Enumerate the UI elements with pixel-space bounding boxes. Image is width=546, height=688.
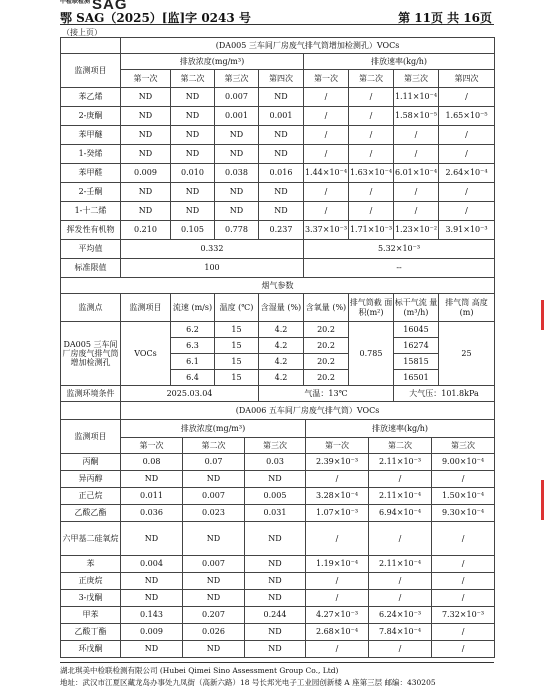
- row-label: 苯乙烯: [61, 88, 121, 107]
- table-cell: 2025.03.04: [121, 386, 259, 402]
- table-cell: ND: [215, 183, 259, 202]
- row-label: 3-戊酮: [61, 590, 121, 607]
- column-header: 排放浓度(mg/m³): [121, 54, 304, 70]
- table-cell: ND: [245, 471, 306, 488]
- table-cell: ND: [171, 202, 215, 221]
- table-cell: /: [432, 556, 495, 573]
- row-label: 2-庚酮: [61, 107, 121, 126]
- table-cell: 15: [215, 338, 259, 354]
- scan-mark: [541, 300, 544, 330]
- table-cell: 0.207: [183, 607, 245, 624]
- table-cell: ND: [121, 88, 171, 107]
- table-cell: 2.11×10⁻⁴: [369, 556, 432, 573]
- column-header: 排放速率(kg/h): [306, 420, 495, 438]
- table-cell: 0.778: [215, 221, 259, 240]
- table-row: [61, 556, 495, 573]
- continued-note: （接上页）: [62, 28, 102, 37]
- table-cell: ND: [121, 183, 171, 202]
- table-cell: 1.23×10⁻²: [394, 221, 439, 240]
- table-cell: 15: [215, 370, 259, 386]
- table-cell: /: [432, 471, 495, 488]
- table-cell: 0.031: [245, 505, 306, 522]
- table-cell: 0.010: [171, 164, 215, 183]
- table-cell: 4.2: [259, 338, 304, 354]
- table-cell: 0.08: [121, 454, 183, 471]
- table-cell: [61, 38, 121, 54]
- column-header: 排气筒截 面积(m²): [349, 294, 394, 322]
- table-cell: 7.32×10⁻³: [432, 607, 495, 624]
- footer-address: 地址：武汉市江夏区藏龙岛办事处九凤街（高新六路）18 号长邦光电子工业园创新楼 A 座第三层 邮编：430205: [60, 678, 436, 687]
- table-cell: 1.07×10⁻³: [306, 505, 369, 522]
- table-cell: /: [304, 126, 349, 145]
- table-cell: 1.58×10⁻⁵: [394, 107, 439, 126]
- report-number: 鄂 SAG（2025）[监]字 0243 号: [60, 11, 251, 25]
- table-row: [61, 505, 495, 522]
- row-label: 平均值: [61, 240, 121, 259]
- table-cell: /: [304, 107, 349, 126]
- table-cell: 2.64×10⁻⁴: [439, 164, 495, 183]
- table-cell: 6.24×10⁻³: [369, 607, 432, 624]
- table-title: (DA005 三车间厂房废气排气筒增加检测孔）VOCs: [121, 38, 495, 54]
- table-row: [61, 38, 495, 54]
- table-cell: ND: [215, 126, 259, 145]
- column-header: 第三次: [432, 438, 495, 454]
- table-row: [61, 221, 495, 240]
- table-cell: /: [432, 590, 495, 607]
- row-label: 六甲基二硅氧烷: [61, 522, 121, 556]
- table-row: [61, 322, 495, 338]
- table-cell: [61, 402, 121, 420]
- column-header: 含氧量 (%): [304, 294, 349, 322]
- table-cell: 2.68×10⁻⁴: [306, 624, 369, 641]
- column-header: 监测项目: [121, 294, 171, 322]
- column-header: 第二次: [171, 70, 215, 88]
- table-cell: 0.332: [121, 240, 304, 259]
- column-header: 标干气流 量(m³/h): [394, 294, 439, 322]
- table-cell: /: [369, 471, 432, 488]
- table-cell: ND: [121, 202, 171, 221]
- table-cell: 0.237: [259, 221, 304, 240]
- row-label: 监测环境条件: [61, 386, 121, 402]
- table-cell: ND: [171, 88, 215, 107]
- table-cell: ND: [183, 573, 245, 590]
- table-row: [61, 438, 495, 454]
- table-cell: /: [439, 126, 495, 145]
- table-cell: /: [349, 183, 394, 202]
- table-cell: /: [306, 590, 369, 607]
- column-header: 排气筒 高度(m): [439, 294, 495, 322]
- table-cell: 0.03: [245, 454, 306, 471]
- table-cell: /: [432, 641, 495, 658]
- table-cell: 0.016: [259, 164, 304, 183]
- table-cell: ND: [121, 522, 183, 556]
- table-row: [61, 386, 495, 402]
- table-cell: 0.011: [121, 488, 183, 505]
- table-cell: ND: [245, 624, 306, 641]
- table-cell: /: [394, 145, 439, 164]
- table-row: [61, 88, 495, 107]
- table-cell: ND: [121, 126, 171, 145]
- table-cell: 0.007: [183, 556, 245, 573]
- column-header: 排放速率(kg/h): [304, 54, 495, 70]
- column-header: 第四次: [439, 70, 495, 88]
- table-cell: /: [369, 590, 432, 607]
- table-cell: 16501: [394, 370, 439, 386]
- table-cell: 0.007: [215, 88, 259, 107]
- row-label: 苯甲醚: [61, 126, 121, 145]
- column-header: 第二次: [349, 70, 394, 88]
- table-row: [61, 259, 495, 278]
- column-header: 第三次: [215, 70, 259, 88]
- table-cell: ND: [121, 145, 171, 164]
- table-row: [61, 240, 495, 259]
- table-cell: 4.2: [259, 354, 304, 370]
- table-cell: ND: [171, 126, 215, 145]
- table-row: [61, 624, 495, 641]
- table-cell: 4.2: [259, 370, 304, 386]
- table-cell: 0.210: [121, 221, 171, 240]
- table-cell: /: [306, 573, 369, 590]
- table-cell: /: [432, 573, 495, 590]
- table-cell: ND: [215, 145, 259, 164]
- row-label: 标准限值: [61, 259, 121, 278]
- table-cell: ND: [183, 471, 245, 488]
- table-cell: ND: [245, 573, 306, 590]
- table-cell: 4.27×10⁻³: [306, 607, 369, 624]
- column-header: 流速 (m/s): [171, 294, 215, 322]
- table-cell: 7.84×10⁻⁴: [369, 624, 432, 641]
- table-cell: ND: [259, 88, 304, 107]
- table-cell: /: [306, 641, 369, 658]
- table-cell: 2.11×10⁻³: [369, 454, 432, 471]
- table-cell: 3.28×10⁻⁴: [306, 488, 369, 505]
- table-cell: ND: [259, 126, 304, 145]
- table-cell: /: [439, 183, 495, 202]
- table-cell: 1.11×10⁻⁴: [394, 88, 439, 107]
- table-cell: ND: [171, 145, 215, 164]
- table-cell: 3.91×10⁻³: [439, 221, 495, 240]
- table-cell: /: [349, 88, 394, 107]
- row-label: 1-癸烯: [61, 145, 121, 164]
- table-cell: 15815: [394, 354, 439, 370]
- table-cell: 2.11×10⁻⁴: [369, 488, 432, 505]
- table-cell: 1.19×10⁻⁴: [306, 556, 369, 573]
- table-cell: /: [432, 522, 495, 556]
- table-cell: /: [304, 183, 349, 202]
- table-cell: ND: [245, 556, 306, 573]
- table-cell: 6.4: [171, 370, 215, 386]
- table-row: [61, 641, 495, 658]
- footer-company: 湖北琪美中检联检测有限公司 (Hubei Qimei Sino Assessment Group Co., Ltd): [60, 666, 339, 675]
- row-label: 异丙醇: [61, 471, 121, 488]
- table-row: [61, 607, 495, 624]
- table-cell: /: [304, 88, 349, 107]
- table-cell: 0.105: [171, 221, 215, 240]
- table-cell: 1.44×10⁻⁴: [304, 164, 349, 183]
- column-header: 第二次: [369, 438, 432, 454]
- table-row: [61, 402, 495, 420]
- table-row: [61, 294, 495, 322]
- monitoring-item: VOCs: [121, 322, 171, 386]
- row-label: 乙酸乙酯: [61, 505, 121, 522]
- column-header: 第一次: [121, 438, 183, 454]
- column-header: 第三次: [245, 438, 306, 454]
- table-cell: ND: [245, 522, 306, 556]
- column-header: 监测项目: [61, 54, 121, 88]
- column-header: 监测点: [61, 294, 121, 322]
- row-label: 2-壬酮: [61, 183, 121, 202]
- table-cell: 0.009: [121, 624, 183, 641]
- table-cell: /: [432, 624, 495, 641]
- table-cell: 0.005: [245, 488, 306, 505]
- table-cell: /: [369, 641, 432, 658]
- table-cell: 6.01×10⁻⁴: [394, 164, 439, 183]
- table-cell: /: [439, 202, 495, 221]
- table-cell: ND: [245, 590, 306, 607]
- table-cell: 4.2: [259, 322, 304, 338]
- table-cell: /: [349, 202, 394, 221]
- table-cell: 0.007: [183, 488, 245, 505]
- table-row: [61, 454, 495, 471]
- table-cell: 0.785: [349, 322, 394, 386]
- table-row: [61, 590, 495, 607]
- monitoring-point: DA005 三车间厂房废气排气筒增加检测孔: [61, 322, 121, 386]
- table-cell: --: [304, 259, 495, 278]
- page-number: 第 11页 共 16页: [398, 11, 492, 25]
- table-cell: 2.39×10⁻³: [306, 454, 369, 471]
- table-cell: 6.3: [171, 338, 215, 354]
- table-cell: ND: [121, 471, 183, 488]
- table-cell: 9.00×10⁻⁴: [432, 454, 495, 471]
- table-cell: /: [349, 145, 394, 164]
- table-row: [61, 573, 495, 590]
- table-cell: 0.004: [121, 556, 183, 573]
- table-cell: 16045: [394, 322, 439, 338]
- table-cell: 1.50×10⁻⁴: [432, 488, 495, 505]
- table-cell: 20.2: [304, 354, 349, 370]
- section-title: 烟气参数: [61, 278, 495, 294]
- column-header: 第一次: [306, 438, 369, 454]
- row-label: 挥发性有机物: [61, 221, 121, 240]
- table-row: [61, 54, 495, 70]
- table-cell: /: [306, 522, 369, 556]
- table-row: [61, 107, 495, 126]
- table-cell: 9.30×10⁻⁴: [432, 505, 495, 522]
- table-cell: /: [439, 88, 495, 107]
- column-header: 第一次: [304, 70, 349, 88]
- row-label: 乙酸丁酯: [61, 624, 121, 641]
- table-cell: 6.94×10⁻⁴: [369, 505, 432, 522]
- table-cell: ND: [121, 107, 171, 126]
- row-label: 环戊酮: [61, 641, 121, 658]
- table-cell: 5.32×10⁻³: [304, 240, 495, 259]
- table-cell: 1.63×10⁻⁴: [349, 164, 394, 183]
- table-cell: 0.143: [121, 607, 183, 624]
- column-header: 第二次: [183, 438, 245, 454]
- table-cell: ND: [183, 590, 245, 607]
- table-row: [61, 522, 495, 556]
- row-label: 丙酮: [61, 454, 121, 471]
- table-cell: 1.71×10⁻³: [349, 221, 394, 240]
- table-cell: /: [394, 183, 439, 202]
- table-cell: 3.37×10⁻³: [304, 221, 349, 240]
- table-cell: ND: [171, 183, 215, 202]
- table-row: [61, 126, 495, 145]
- table-cell: 20.2: [304, 322, 349, 338]
- table-cell: /: [304, 202, 349, 221]
- table-cell: 0.009: [121, 164, 171, 183]
- table-cell: 15: [215, 354, 259, 370]
- table-cell: 0.244: [245, 607, 306, 624]
- table-cell: 0.038: [215, 164, 259, 183]
- column-header: 第一次: [121, 70, 171, 88]
- row-label: 苯甲醛: [61, 164, 121, 183]
- column-header: 第四次: [259, 70, 304, 88]
- column-header: 含湿量 (%): [259, 294, 304, 322]
- table-cell: 6.2: [171, 322, 215, 338]
- table-cell: 15: [215, 322, 259, 338]
- table-cell: /: [394, 202, 439, 221]
- table-cell: /: [349, 107, 394, 126]
- table-cell: ND: [183, 522, 245, 556]
- table-cell: 0.001: [259, 107, 304, 126]
- table-cell: 6.1: [171, 354, 215, 370]
- table-cell: ND: [121, 590, 183, 607]
- table-cell: ND: [245, 641, 306, 658]
- header-divider: [60, 24, 494, 25]
- row-label: 1-十二烯: [61, 202, 121, 221]
- table-cell: 大气压：101.8kPa: [394, 386, 495, 402]
- scan-mark: [541, 480, 544, 520]
- table-cell: 25: [439, 322, 495, 386]
- table-cell: /: [304, 145, 349, 164]
- table-cell: 1.65×10⁻⁵: [439, 107, 495, 126]
- table-row: [61, 183, 495, 202]
- table-row: [61, 145, 495, 164]
- table-cell: ND: [259, 145, 304, 164]
- table-cell: /: [369, 573, 432, 590]
- row-label: 甲苯: [61, 607, 121, 624]
- table-row: [61, 420, 495, 438]
- table-cell: ND: [183, 641, 245, 658]
- table-cell: ND: [171, 107, 215, 126]
- table-cell: 0.026: [183, 624, 245, 641]
- table-cell: ND: [259, 183, 304, 202]
- column-header: 排放浓度(mg/m³): [121, 420, 306, 438]
- table-cell: 0.036: [121, 505, 183, 522]
- table-cell: 0.023: [183, 505, 245, 522]
- table-cell: 0.001: [215, 107, 259, 126]
- table-row: [61, 70, 495, 88]
- column-header: 监测项目: [61, 420, 121, 454]
- row-label: 苯: [61, 556, 121, 573]
- table-cell: ND: [121, 641, 183, 658]
- footer-divider: [60, 662, 494, 663]
- table-row: [61, 278, 495, 294]
- table-cell: /: [349, 126, 394, 145]
- table-cell: 20.2: [304, 338, 349, 354]
- company-logo: $^{中检联检测}$ SAG: [60, 0, 128, 13]
- table-cell: ND: [121, 573, 183, 590]
- table-cell: /: [439, 145, 495, 164]
- table-row: [61, 471, 495, 488]
- row-label: 正己烷: [61, 488, 121, 505]
- table-row: [61, 488, 495, 505]
- table-cell: /: [369, 522, 432, 556]
- voc-table-da005: [60, 37, 495, 402]
- table-cell: /: [394, 126, 439, 145]
- table-cell: ND: [215, 202, 259, 221]
- table-title: (DA006 五车间厂房废气排气筒）VOCs: [121, 402, 495, 420]
- voc-table-da006: [60, 401, 495, 658]
- table-cell: /: [306, 471, 369, 488]
- column-header: 温度 (℃): [215, 294, 259, 322]
- table-row: [61, 202, 495, 221]
- row-label: 正庚烷: [61, 573, 121, 590]
- table-cell: ND: [259, 202, 304, 221]
- table-cell: 0.07: [183, 454, 245, 471]
- table-cell: 20.2: [304, 370, 349, 386]
- table-cell: 气温：13℃: [259, 386, 394, 402]
- column-header: 第三次: [394, 70, 439, 88]
- table-row: [61, 164, 495, 183]
- table-cell: 16274: [394, 338, 439, 354]
- table-cell: 100: [121, 259, 304, 278]
